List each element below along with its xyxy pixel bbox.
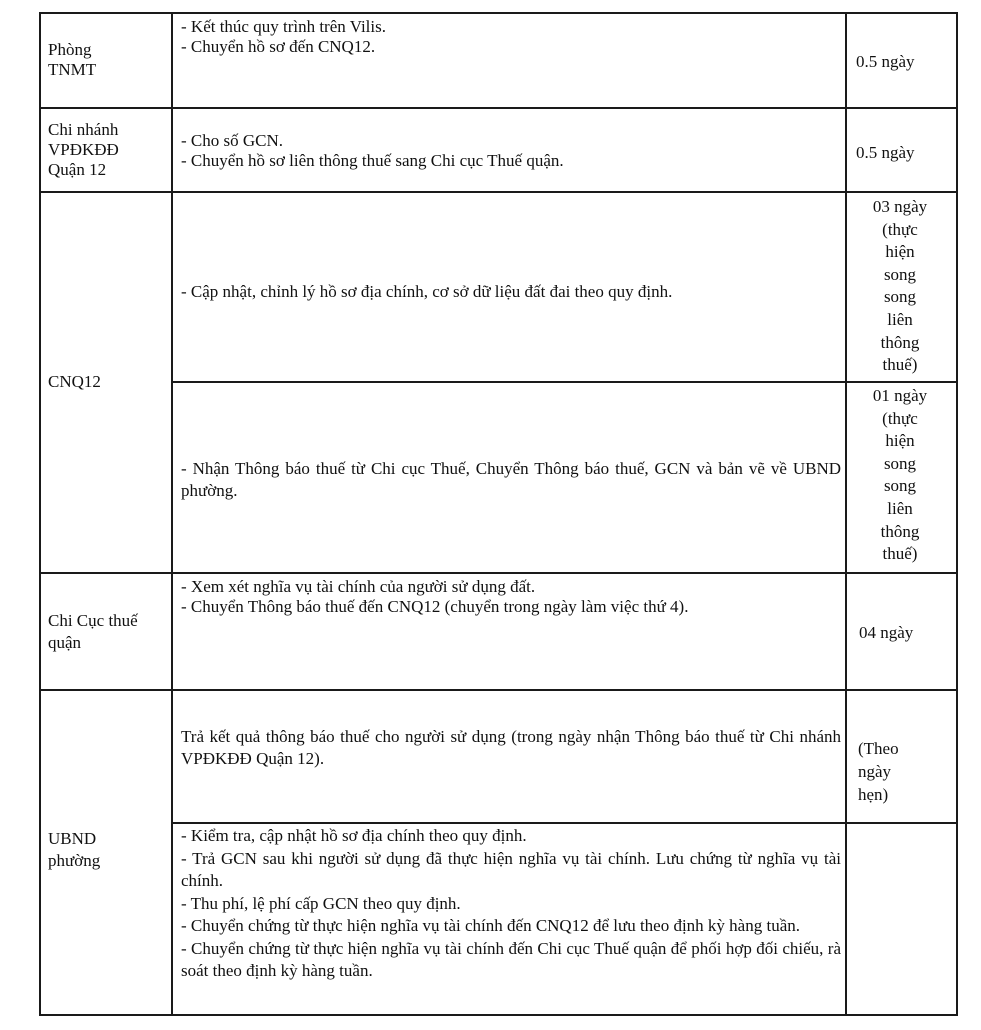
column-divider-1: [171, 12, 173, 1016]
row-divider-ubnd-inner: [171, 822, 958, 824]
unit-cell: CNQ12: [48, 372, 101, 391]
unit-cell: Phòng TNMT: [48, 40, 97, 79]
task-cell: - Nhận Thông báo thuế từ Chi cục Thuế, Chuyển Thông báo thuế, GCN và bản vẽ về UBND phường.: [181, 459, 841, 500]
table-border-bottom: [39, 1014, 958, 1016]
task-cell: - Xem xét nghĩa vụ tài chính của người sử dụng đất. - Chuyển Thông báo thuế đến CNQ12 (chuyển trong ngày làm việc thứ 4).: [181, 577, 689, 616]
row-divider-4: [39, 689, 958, 691]
unit-cell: Chi nhánh VPĐKĐĐ Quận 12: [48, 120, 119, 179]
row-divider-3: [39, 572, 958, 574]
table-border-left: [39, 12, 41, 1016]
time-cell: 0.5 ngày: [856, 52, 915, 71]
task-cell: - Kiểm tra, cập nhật hồ sơ địa chính theo quy định. - Trả GCN sau khi người sử dụng đã thực hiện nghĩa vụ tài chính. Lưu chứng từ nghĩa vụ tài chính. - Thu phí, lệ phí cấp GCN theo quy định. - Chuyển chứng từ thực hiện nghĩa vụ tài chính đến CNQ12 để lưu theo định kỳ hàng tuần. - Chuyển chứng từ thực hiện nghĩa vụ tài chính đến Chi cục Thuế quận để phối hợp đối chiếu, rà soát theo định kỳ hàng tuần.: [181, 826, 841, 980]
task-cell: - Kết thúc quy trình trên Vilis. - Chuyển hồ sơ đến CNQ12.: [181, 17, 386, 56]
row-divider-1: [39, 107, 958, 109]
column-divider-2: [845, 12, 847, 1016]
row-divider-cnq12-inner: [171, 381, 958, 383]
time-cell: 04 ngày: [859, 623, 914, 642]
task-cell: Trả kết quả thông báo thuế cho người sử dụng (trong ngày nhận Thông báo thuế từ Chi nhánh VPĐKĐĐ Quận 12).: [181, 727, 841, 768]
table-border-top: [39, 12, 958, 14]
task-cell: - Cập nhật, chỉnh lý hồ sơ địa chính, cơ sở dữ liệu đất đai theo quy định.: [181, 282, 673, 301]
time-cell: 01 ngày (thực hiện song song liên thông thuế): [872, 386, 928, 564]
unit-cell: UBND phường: [48, 829, 101, 870]
time-cell: 03 ngày (thực hiện song song liên thông thuế): [872, 197, 928, 375]
row-divider-2: [39, 191, 958, 193]
table-border-right: [956, 12, 958, 1016]
task-cell: - Cho số GCN. - Chuyển hồ sơ liên thông thuế sang Chi cục Thuế quận.: [181, 131, 564, 170]
unit-cell: Chi Cục thuế quận: [48, 611, 138, 652]
time-cell: 0.5 ngày: [856, 143, 915, 162]
time-cell: (Theo ngày hẹn): [858, 739, 899, 804]
